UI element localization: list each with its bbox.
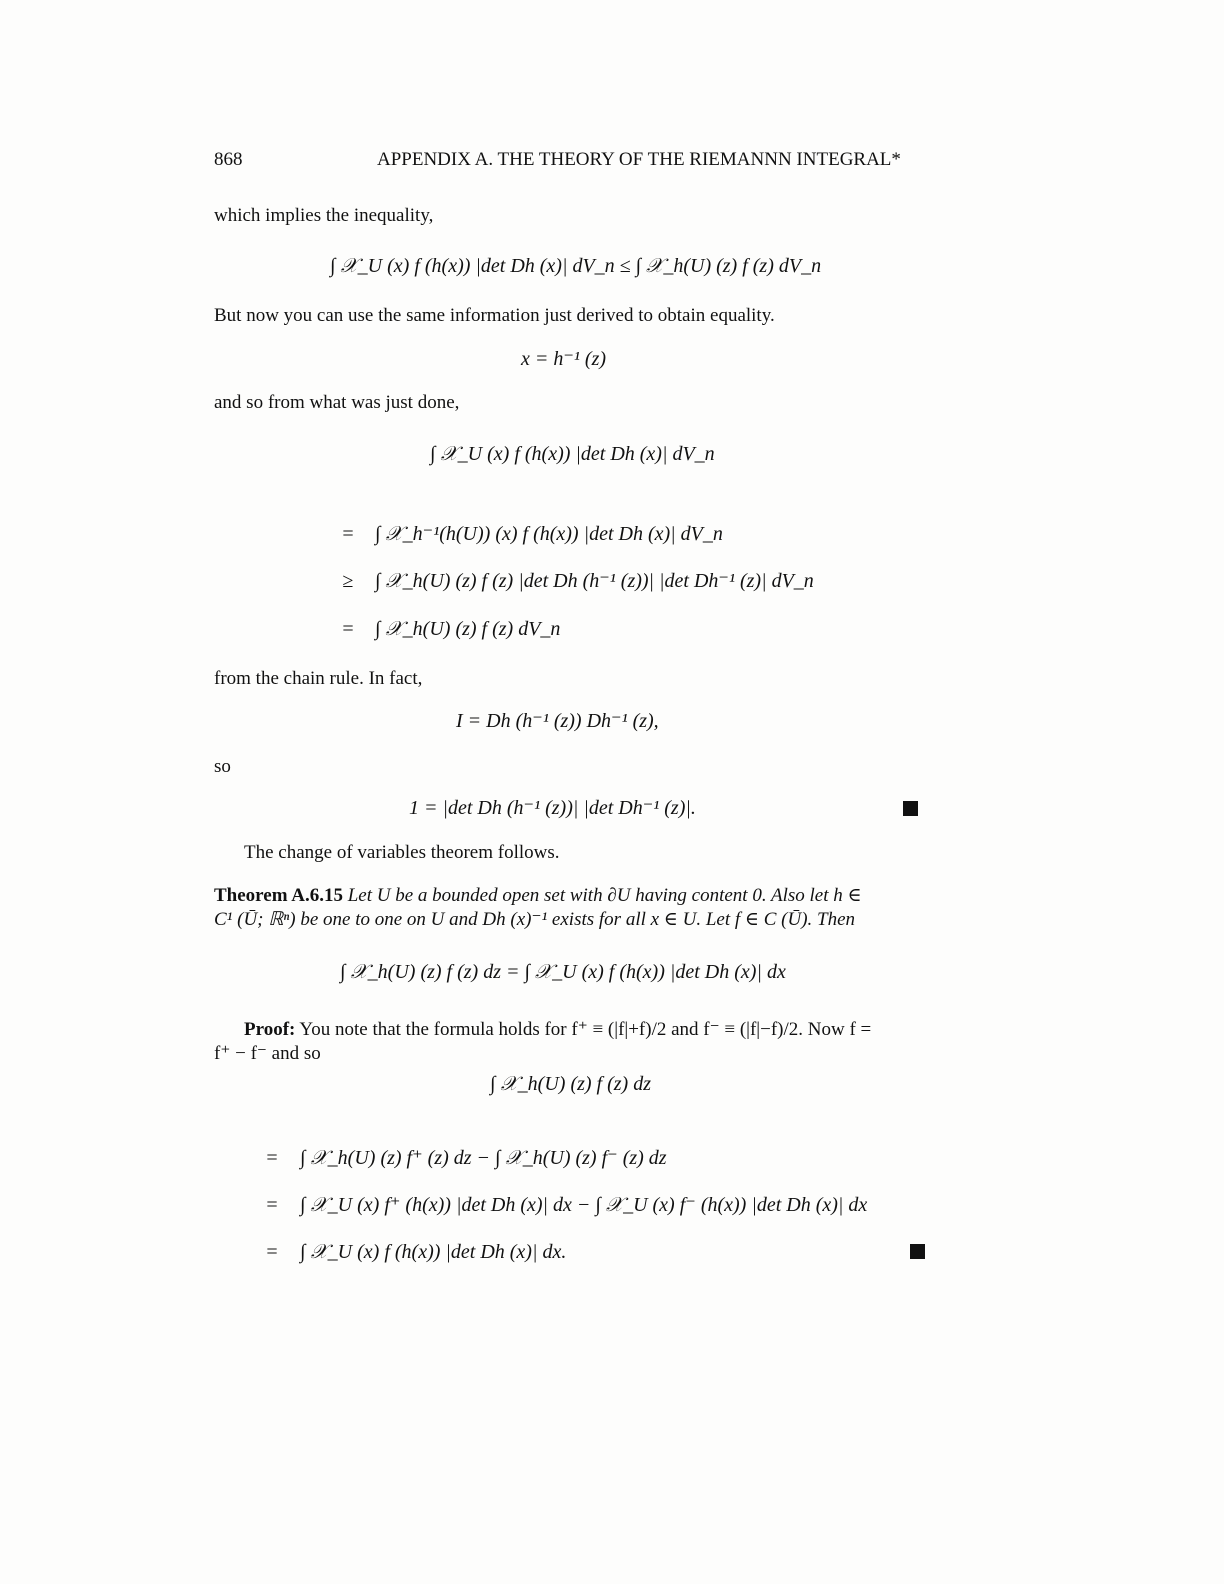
qed-square	[903, 801, 918, 816]
equation-proof-lhs: ∫ 𝒳_h(U) (z) f (z) dz	[490, 1073, 651, 1095]
proof-expression-2: ∫ 𝒳_U (x) f⁺ (h(x)) |det Dh (x)| dx − ∫ 𝒳_U (x) f⁻ (h(x)) |det Dh (x)| dx	[300, 1194, 868, 1216]
equation-identity: I = Dh (h⁻¹ (z)) Dh⁻¹ (z),	[456, 710, 659, 732]
equation-inequality: ∫ 𝒳_U (x) f (h(x)) |det Dh (x)| dV_n ≤ ∫ 𝒳_h(U) (z) f (z) dV_n	[330, 255, 822, 277]
proof-relation-1: =	[266, 1147, 278, 1169]
paragraph-theorem-follows: The change of variables theorem follows.	[244, 842, 560, 863]
chain-expression-3: ∫ 𝒳_h(U) (z) f (z) dV_n	[375, 618, 561, 640]
proof-label: Proof:	[244, 1019, 296, 1040]
theorem-statement-line1: Let U be a bounded open set with ∂U having content 0. Also let h ∈	[347, 885, 862, 906]
paragraph-equality-intro: But now you can use the same information just derived to obtain equality.	[214, 305, 775, 326]
proof-relation-3: =	[266, 1241, 278, 1263]
chain-relation-1: =	[342, 523, 354, 545]
qed-square-proof	[910, 1244, 925, 1259]
theorem-label: Theorem A.6.15	[214, 885, 343, 906]
proof-line2: f⁺ − f⁻ and so	[214, 1043, 321, 1064]
proof-block	[244, 1018, 871, 1042]
page-number: 868	[214, 149, 243, 170]
running-title: APPENDIX A. THE THEORY OF THE RIEMANNN INTEGRAL*	[377, 149, 901, 170]
proof-line1: You note that the formula holds for f⁺ ≡ (|f|+f)/2 and f⁻ ≡ (|f|−f)/2. Now f =	[299, 1019, 872, 1040]
chain-relation-3: =	[342, 618, 354, 640]
equation-change-of-variables: ∫ 𝒳_h(U) (z) f (z) dz = ∫ 𝒳_U (x) f (h(x)) |det Dh (x)| dx	[340, 961, 786, 983]
equation-integral-lhs: ∫ 𝒳_U (x) f (h(x)) |det Dh (x)| dV_n	[430, 443, 715, 465]
paragraph-inequality-intro: which implies the inequality,	[214, 205, 434, 226]
chain-expression-2: ∫ 𝒳_h(U) (z) f (z) |det Dh (h⁻¹ (z))| |det Dh⁻¹ (z)| dV_n	[375, 570, 814, 592]
theorem-block	[214, 884, 862, 908]
paragraph-so-from: and so from what was just done,	[214, 392, 460, 413]
chain-expression-1: ∫ 𝒳_h⁻¹(h(U)) (x) f (h(x)) |det Dh (x)| dV_n	[375, 523, 723, 545]
equation-determinant: 1 = |det Dh (h⁻¹ (z))| |det Dh⁻¹ (z)|.	[409, 797, 696, 819]
proof-expression-3: ∫ 𝒳_U (x) f (h(x)) |det Dh (x)| dx.	[300, 1241, 567, 1263]
paragraph-chain-rule: from the chain rule. In fact,	[214, 668, 423, 689]
chain-relation-2: ≥	[342, 570, 354, 592]
proof-expression-1: ∫ 𝒳_h(U) (z) f⁺ (z) dz − ∫ 𝒳_h(U) (z) f⁻ (z) dz	[300, 1147, 667, 1169]
paragraph-so: so	[214, 756, 231, 777]
equation-inverse: x = h⁻¹ (z)	[521, 348, 607, 370]
proof-relation-2: =	[266, 1194, 278, 1216]
theorem-statement-line2: C¹ (Ū; ℝⁿ) be one to one on U and Dh (x)⁻¹ exists for all x ∈ U. Let f ∈ C (Ū). Then	[214, 909, 856, 930]
